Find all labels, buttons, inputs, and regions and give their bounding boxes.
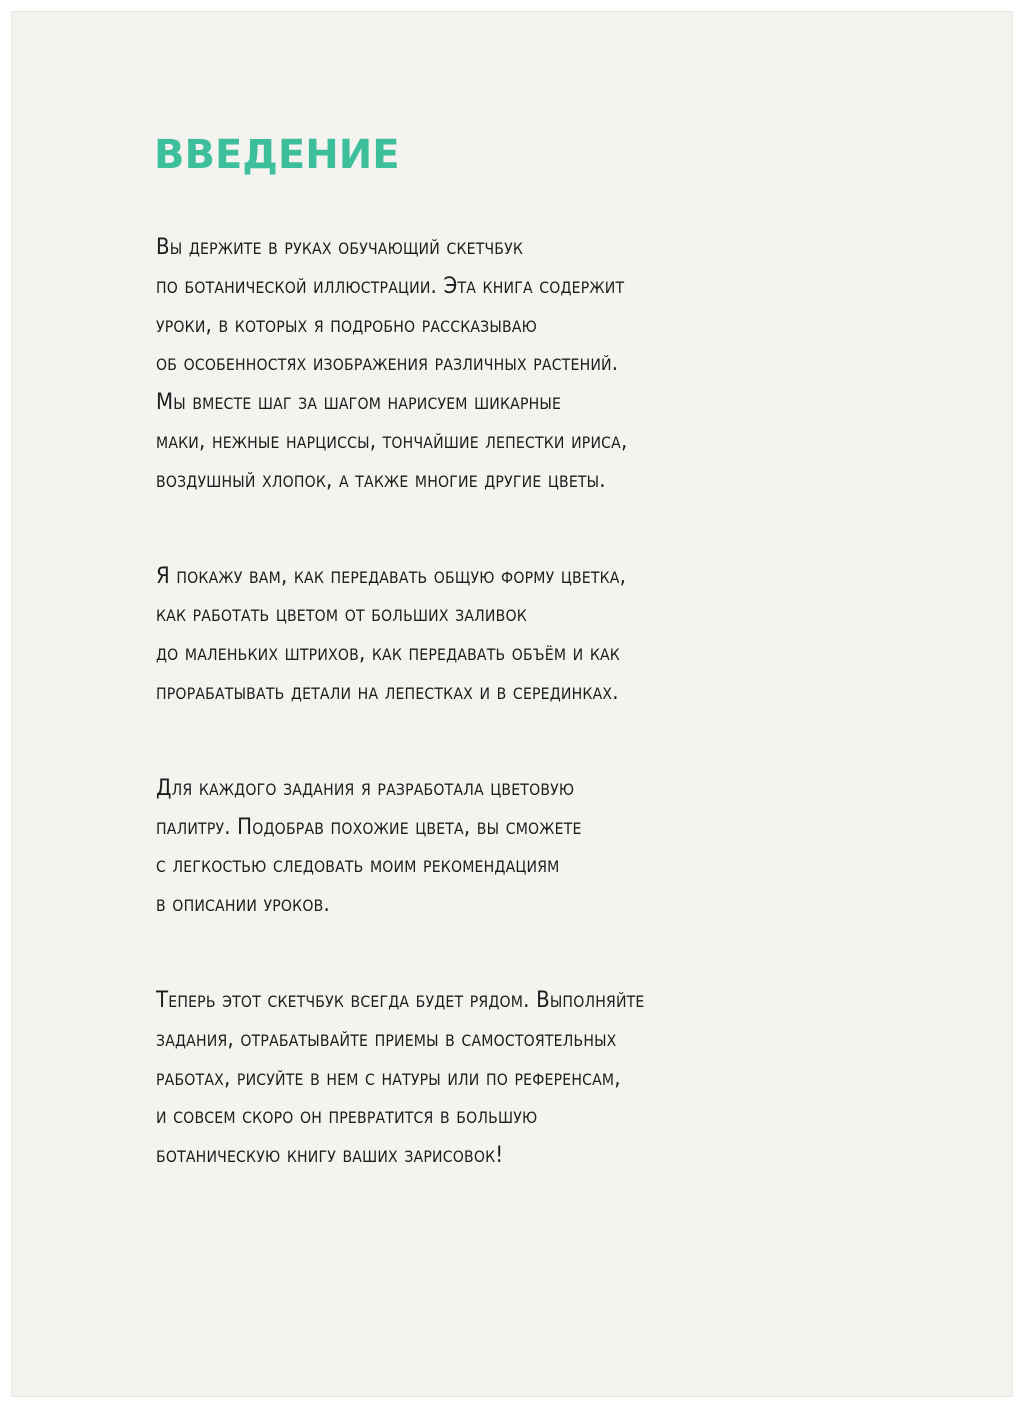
text-line: прорабатывать детали на лепестках и в серединках.	[156, 678, 619, 705]
text-line: Для каждого задания я разработала цветовую	[156, 774, 575, 801]
text-line: по ботанической иллюстрации. Эта книга содержит	[156, 272, 625, 299]
paragraph	[156, 228, 896, 500]
text-line: в описании уроков.	[156, 891, 330, 918]
text-line: палитру. Подобрав похожие цвета, вы сможете	[156, 813, 582, 840]
paragraph	[156, 557, 896, 712]
text-line: задания, отрабатывайте приемы в самостоятельных	[156, 1025, 617, 1052]
text-line: воздушный хлопок, а также многие другие цветы.	[156, 466, 606, 493]
text-line: маки, нежные нарциссы, тончайшие лепестки ириса,	[156, 427, 628, 454]
intro-text	[156, 228, 896, 1232]
text-line: работах, рисуйте в нем с натуры или по референсам,	[156, 1064, 621, 1091]
text-line: до маленьких штрихов, как передавать объём и как	[156, 640, 620, 667]
text-line: Я покажу вам, как передавать общую форму цветка,	[156, 562, 627, 589]
text-line: об особенностях изображения различных растений.	[156, 350, 619, 377]
paragraph	[156, 769, 896, 924]
text-line: Мы вместе шаг за шагом нарисуем шикарные	[156, 389, 562, 416]
text-line: уроки, в которых я подробно рассказываю	[156, 311, 538, 338]
book-page	[12, 12, 1012, 1396]
text-line: с легкостью следовать моим рекомендациям	[156, 852, 560, 879]
page-heading: ВВЕДЕНИЕ	[154, 132, 400, 178]
paragraph	[156, 981, 896, 1175]
text-line: Теперь этот скетчбук всегда будет рядом. Выполняйте	[156, 986, 645, 1013]
text-line: и совсем скоро он превратится в большую	[156, 1103, 538, 1130]
text-line: ботаническую книгу ваших зарисовок!	[156, 1142, 504, 1169]
text-line: как работать цветом от больших заливок	[156, 601, 527, 628]
text-line: Вы держите в руках обучающий скетчбук	[156, 234, 524, 260]
